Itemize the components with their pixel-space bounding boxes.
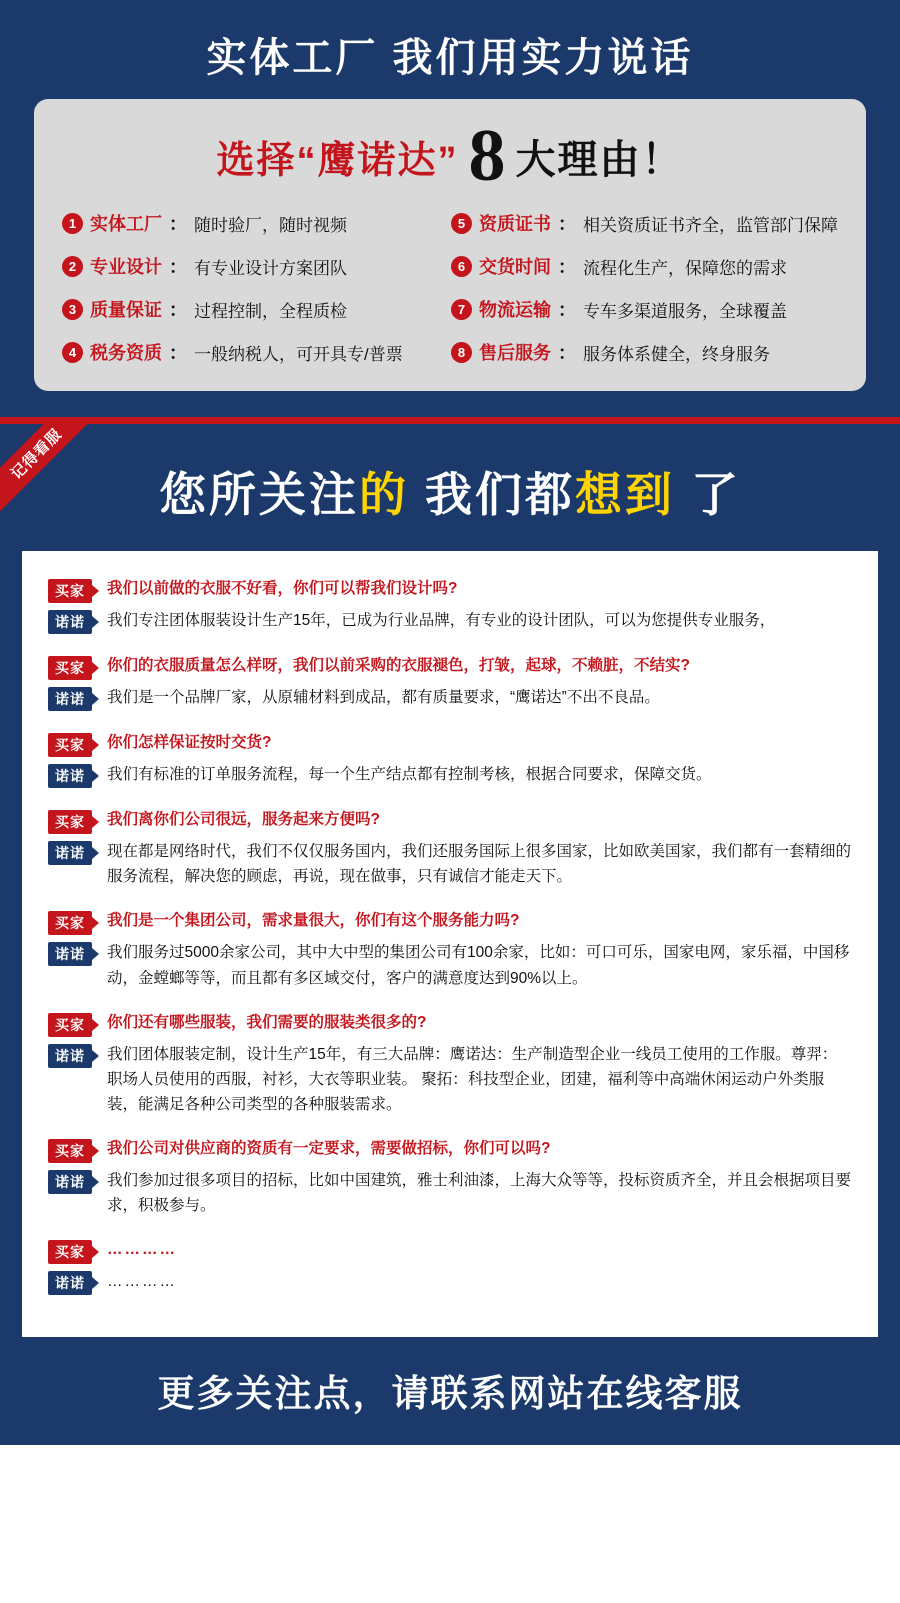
banner-title: 实体工厂 我们用实力说话 — [206, 36, 694, 80]
buyer-tag: 买家 — [48, 733, 92, 757]
reason-key: 专业设计 — [90, 257, 162, 278]
reason-item — [62, 296, 441, 322]
reason-colon: ： — [558, 343, 576, 364]
headline-part: 了 — [675, 468, 742, 522]
reason-value: 过程控制，全程质检 — [194, 301, 347, 321]
reason-item — [451, 253, 838, 279]
answer-tag: 诺诺 — [48, 687, 92, 711]
faq-answer: 我们有标准的订单服务流程，每一个生产结点都有控制考核，根据合同要求，保障交货。 — [107, 766, 712, 784]
faq-question: 你们的衣服质量怎么样呀，我们以前采购的衣服褪色，打皱，起球，不赖脏，不结实? — [107, 657, 690, 675]
faq-question-row — [48, 1011, 852, 1037]
faq-question-row — [48, 1238, 852, 1264]
reason-number: 3 — [62, 299, 83, 320]
buyer-tag: 买家 — [48, 656, 92, 680]
reason-colon: ： — [169, 300, 187, 321]
faq-question: ………… — [107, 1241, 177, 1259]
footer-banner — [0, 1337, 900, 1445]
reason-number: 8 — [451, 342, 472, 363]
faq-question: 你们还有哪些服装，我们需要的服装类很多的? — [107, 1013, 427, 1031]
faq-question: 我们公司对供应商的资质有一定要求，需要做招标，你们可以吗? — [107, 1139, 551, 1157]
faq-item — [48, 1238, 852, 1295]
reason-colon: ： — [558, 214, 576, 235]
faq-card — [22, 551, 878, 1337]
headline-suffix: 大理由！ — [515, 138, 684, 183]
faq-question: 我们是一个集团公司，需求量很大，你们有这个服务能力吗? — [107, 912, 520, 930]
answer-tag: 诺诺 — [48, 610, 92, 634]
faq-question-row — [48, 808, 852, 834]
faq-answer-row — [48, 1269, 852, 1295]
reason-item — [62, 339, 441, 365]
faq-question: 你们怎样保证按时交货? — [107, 734, 272, 752]
headline-part: 您所关注 — [158, 468, 359, 522]
faq-item — [48, 577, 852, 634]
reason-key: 税务资质 — [90, 343, 162, 364]
faq-question-row — [48, 577, 852, 603]
footer-text: 更多关注点，请联系网站在线客服 — [157, 1373, 743, 1415]
reason-number: 6 — [451, 256, 472, 277]
reasons-section — [0, 0, 900, 417]
headline-part: 的 — [358, 468, 409, 522]
reason-value: 专车多渠道服务，全球覆盖 — [583, 301, 787, 321]
headline-part: 想到 — [575, 468, 675, 522]
headline-number: 8 — [468, 115, 506, 197]
corner-ribbon: 记得看服 — [0, 417, 104, 521]
faq-answer: 我们参加过很多项目的招标，比如中国建筑，雅士利油漆，上海大众等等，投标资质齐全，并且会根据项目要求，积极参与。 — [107, 1171, 852, 1215]
faq-answer: 现在都是网络时代，我们不仅仅服务国内，我们还服务国际上很多国家，比如欧美国家，我们都有一套精细的服务流程，解决您的顾虑，再说，现在做事，只有诚信才能走天下。 — [107, 843, 852, 886]
faq-answer-row — [48, 839, 852, 889]
reason-item — [62, 210, 441, 236]
faq-question-row — [48, 1137, 852, 1163]
faq-answer-row — [48, 608, 852, 634]
faq-item — [48, 1011, 852, 1117]
reason-key: 质量保证 — [90, 300, 162, 321]
faq-item — [48, 1137, 852, 1218]
reason-item — [451, 296, 838, 322]
buyer-tag: 买家 — [48, 579, 92, 603]
reason-value: 流程化生产，保障您的需求 — [583, 258, 787, 278]
reasons-grid — [62, 210, 838, 365]
faq-answer-row — [48, 1168, 852, 1218]
faq-answer: ………… — [107, 1273, 177, 1291]
reason-value: 服务体系健全，终身服务 — [583, 344, 770, 364]
faq-answer-row — [48, 1042, 852, 1117]
reason-number: 7 — [451, 299, 472, 320]
reason-key: 实体工厂 — [90, 214, 162, 235]
buyer-tag: 买家 — [48, 810, 92, 834]
faq-answer: 我们专注团体服装设计生产15年，已成为行业品牌，有专业的设计团队，可以为您提供专业服务， — [107, 612, 776, 630]
faq-answer-row — [48, 762, 852, 788]
reason-item — [451, 210, 838, 236]
reason-value: 一般纳税人，可开具专/普票 — [194, 344, 403, 364]
reason-value: 相关资质证书齐全，监管部门保障 — [583, 215, 838, 235]
reasons-card — [34, 99, 866, 391]
faq-section — [0, 417, 900, 1445]
faq-headline — [0, 424, 900, 551]
answer-tag: 诺诺 — [48, 764, 92, 788]
reason-colon: ： — [558, 257, 576, 278]
reason-number: 1 — [62, 213, 83, 234]
reason-number: 5 — [451, 213, 472, 234]
headline-part: 我们都 — [408, 468, 575, 522]
reason-value: 随时验厂，随时视频 — [194, 215, 347, 235]
reason-key: 资质证书 — [479, 214, 551, 235]
reason-colon: ： — [169, 343, 187, 364]
reasons-headline — [62, 115, 838, 210]
faq-question-row — [48, 731, 852, 757]
faq-item — [48, 909, 852, 990]
faq-item — [48, 731, 852, 788]
reason-colon: ： — [558, 300, 576, 321]
answer-tag: 诺诺 — [48, 841, 92, 865]
faq-question-row — [48, 654, 852, 680]
faq-answer: 我们服务过5000余家公司，其中大中型的集团公司有100余家，比如：可口可乐，国家电网，家乐福，中国移动，金螳螂等等，而且都有多区域交付，客户的满意度达到90%以上。 — [107, 944, 850, 987]
faq-question: 我们离你们公司很远，服务起来方便吗? — [107, 811, 380, 829]
reason-key: 售后服务 — [479, 343, 551, 364]
reason-item — [451, 339, 838, 365]
faq-answer-row — [48, 685, 852, 711]
reason-key: 物流运输 — [479, 300, 551, 321]
faq-item — [48, 808, 852, 889]
answer-tag: 诺诺 — [48, 1170, 92, 1194]
faq-item — [48, 654, 852, 711]
reason-key: 交货时间 — [479, 257, 551, 278]
faq-question-row — [48, 909, 852, 935]
faq-answer-row — [48, 940, 852, 990]
answer-tag: 诺诺 — [48, 942, 92, 966]
headline-prefix: 选择“鹰诺达” — [216, 140, 459, 183]
buyer-tag: 买家 — [48, 1240, 92, 1264]
reason-colon: ： — [169, 214, 187, 235]
answer-tag: 诺诺 — [48, 1044, 92, 1068]
buyer-tag: 买家 — [48, 911, 92, 935]
buyer-tag: 买家 — [48, 1013, 92, 1037]
reason-number: 2 — [62, 256, 83, 277]
reason-colon: ： — [169, 257, 187, 278]
reason-number: 4 — [62, 342, 83, 363]
faq-answer: 我们团体服装定制，设计生产15年，有三大品牌：鹰诺达：生产制造型企业一线员工使用的工作服。尊羿：职场人员使用的西服，衬衫，大衣等职业装。 聚拓：科技型企业，团建，福利等中高端休闲运动户外类服装，能满足各种公司类型的各种服装需求。 — [107, 1045, 838, 1113]
reason-value: 有专业设计方案团队 — [194, 258, 347, 278]
faq-question: 我们以前做的衣服不好看，你们可以帮我们设计吗? — [107, 580, 458, 598]
reason-item — [62, 253, 441, 279]
answer-tag: 诺诺 — [48, 1271, 92, 1295]
buyer-tag: 买家 — [48, 1139, 92, 1163]
faq-answer: 我们是一个品牌厂家，从原辅材料到成品，都有质量要求，“鹰诺达”不出不良品。 — [107, 689, 660, 707]
